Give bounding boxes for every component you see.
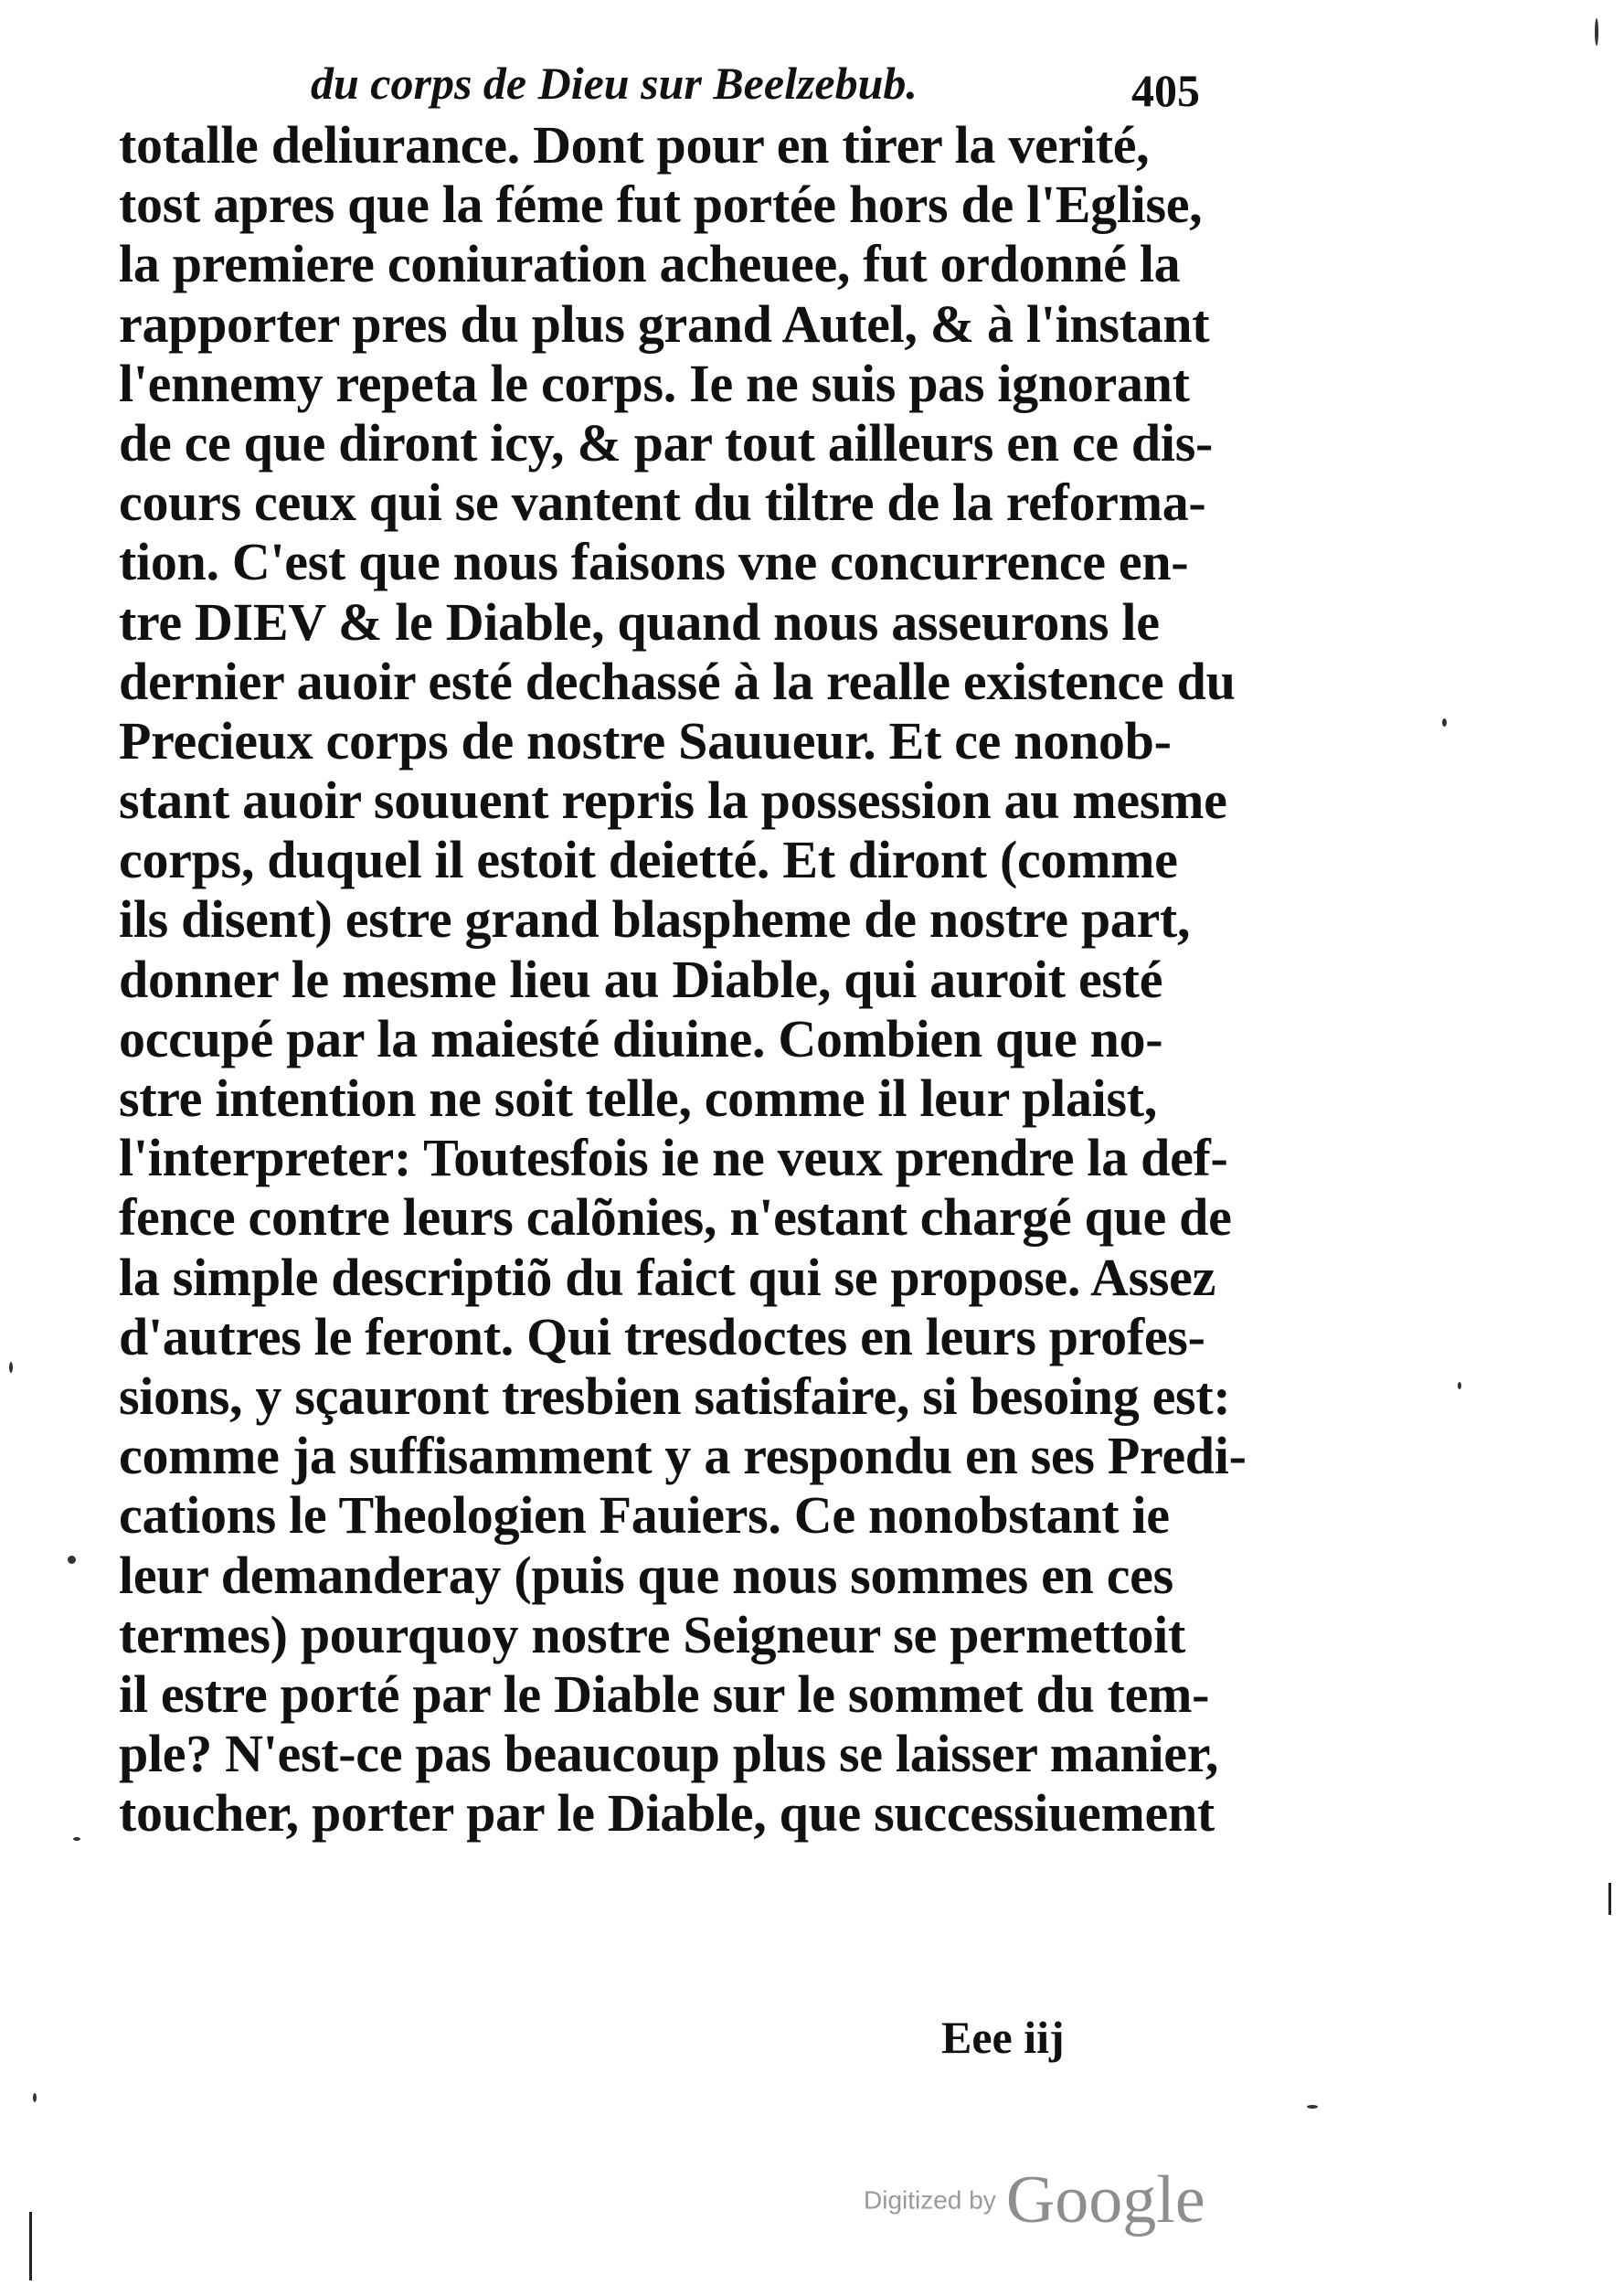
text-line: tre DIEV & le Diable, quand nous asseurons le <box>119 591 1160 652</box>
text-line: cations le Theologien Fauiers. Ce nonobstant ie <box>119 1485 1170 1546</box>
scan-edge-mark <box>29 2212 32 2280</box>
running-head: du corps de Dieu sur Beelzebub. <box>311 58 918 109</box>
scan-speck <box>1458 1382 1461 1389</box>
text-line: l'ennemy repeta le corps. Ie ne suis pas ignorant <box>119 353 1190 413</box>
text-line: totalle deliurance. Dont pour en tirer la verité, <box>119 115 1150 175</box>
signature-mark: Eee iij <box>941 2012 1065 2063</box>
scan-edge-mark <box>1608 1883 1611 1915</box>
text-line: de ce que diront icy, & par tout ailleurs en ce dis- <box>119 412 1213 473</box>
text-line: occupé par la maiesté diuine. Combien que no- <box>119 1008 1163 1068</box>
text-line: la simple descriptiõ du faict qui se propose. Assez <box>119 1247 1216 1307</box>
text-line: comme ja suffisamment y a respondu en ses Predi- <box>119 1426 1247 1486</box>
text-line: l'interpreter: Toutesfois ie ne veux prendre la def- <box>119 1128 1228 1188</box>
scan-speck <box>73 1837 80 1841</box>
page-number: 405 <box>1131 65 1200 116</box>
scan-speck <box>33 2093 37 2102</box>
text-line: la premiere coniuration acheuee, fut ordonné la <box>119 234 1181 294</box>
text-line: stant auoir souuent repris la possession au mesme <box>119 771 1227 831</box>
text-line: tion. C'est que nous faisons vne concurrence en- <box>119 532 1189 592</box>
scan-speck <box>1307 2105 1318 2109</box>
text-line: toucher, porter par le Diable, que successiuement <box>119 1783 1215 1844</box>
scan-speck <box>1442 718 1447 727</box>
scan-speck <box>68 1556 76 1564</box>
text-line: rapporter pres du plus grand Autel, & à l'instant <box>119 293 1210 354</box>
text-line: cours ceux qui se vantent du tiltre de la reforma- <box>119 473 1206 533</box>
watermark-prefix: Digitized by <box>864 2185 996 2215</box>
text-line: il estre porté par le Diable sur le sommet du tem- <box>119 1663 1210 1724</box>
text-line: Precieux corps de nostre Sauueur. Et ce nonob- <box>119 710 1172 771</box>
body-text <box>119 115 1247 1844</box>
text-line: corps, duquel il estoit deietté. Et diront (comme <box>119 830 1178 890</box>
scan-speck <box>1595 18 1598 46</box>
scan-speck <box>9 1362 13 1373</box>
text-line: tost apres que la féme fut portée hors de l'Eglise, <box>119 175 1203 235</box>
text-line: leur demanderay (puis que nous sommes en ces <box>119 1545 1173 1605</box>
text-line: stre intention ne soit telle, comme il leur plaist, <box>119 1068 1157 1128</box>
digitizer-watermark <box>864 2162 1205 2239</box>
text-line: donner le mesme lieu au Diable, qui auroit esté <box>119 949 1163 1009</box>
text-line: dernier auoir esté dechassé à la realle existence du <box>119 651 1236 711</box>
text-line: d'autres le feront. Qui tresdoctes en leurs profes- <box>119 1306 1205 1366</box>
text-line: ple? N'est-ce pas beaucoup plus se laisser manier, <box>119 1724 1219 1784</box>
text-line: termes) pourquoy nostre Seigneur se permettoit <box>119 1604 1185 1664</box>
text-line: ils disent) estre grand blaspheme de nostre part, <box>119 889 1191 950</box>
text-line: sions, y sçauront tresbien satisfaire, si besoing est: <box>119 1366 1231 1426</box>
text-line: fence contre leurs calõnies, n'estant chargé que de <box>119 1187 1232 1248</box>
watermark-brand: Google <box>1005 2163 1205 2237</box>
